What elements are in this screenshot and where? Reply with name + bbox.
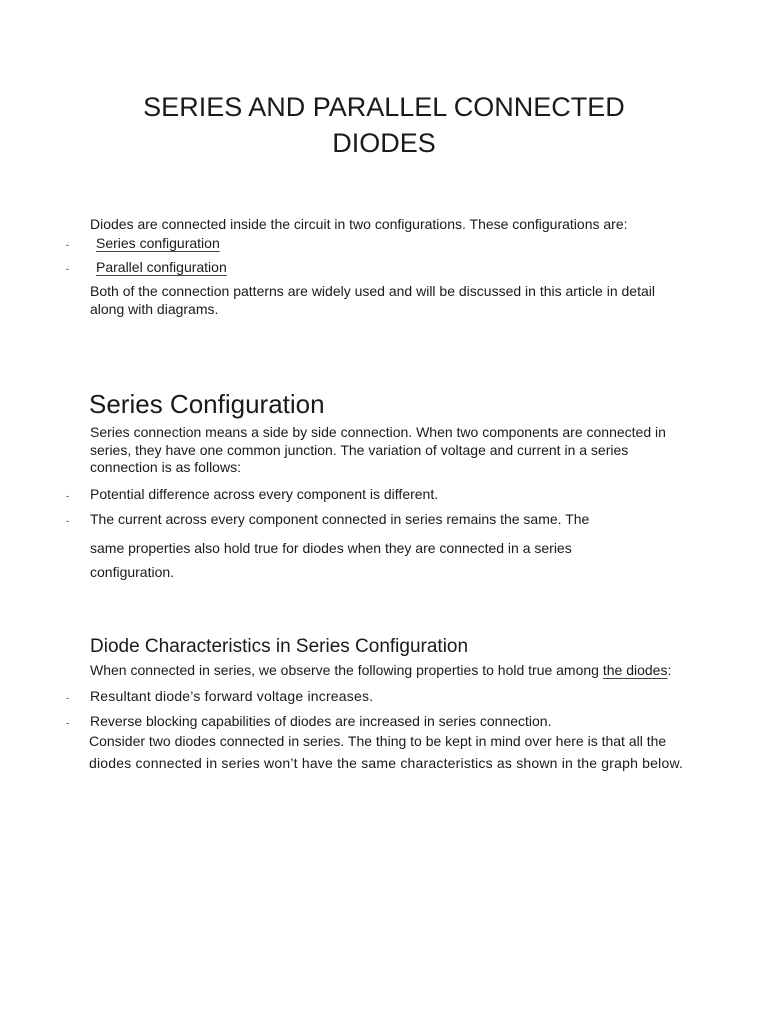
bullet-marker: - <box>66 240 69 250</box>
series-continuation-line-1: same properties also hold true for diodes when they are connected in a series <box>90 540 572 556</box>
bullet-marker: - <box>66 718 69 728</box>
characteristics-heading: Diode Characteristics in Series Configuration <box>90 636 469 657</box>
parallel-configuration-link[interactable]: Parallel configuration <box>96 259 227 275</box>
characteristics-closing-line-2: diodes connected in series won’t have the same characteristics as shown in the graph below. <box>89 755 684 771</box>
characteristics-intro <box>90 661 690 679</box>
series-configuration-link[interactable]: Series configuration <box>96 235 220 251</box>
series-continuation-line-2: configuration. <box>90 564 175 580</box>
series-para-line-1: Series connection means a side by side connection. When two components are connected in <box>90 424 666 440</box>
series-bullet-2: The current across every component connected in series remains the same. The <box>90 511 590 527</box>
series-bullet-1: Potential difference across every component is different. <box>90 486 439 502</box>
series-para-line-3: connection is as follows: <box>90 459 241 475</box>
characteristics-bullet-1: Resultant diode’s forward voltage increases. <box>90 688 374 704</box>
intro-followup-line-2: along with diagrams. <box>90 301 219 317</box>
document-title-line-2: DIODES <box>332 128 436 158</box>
bullet-marker: - <box>66 264 69 274</box>
intro-followup-line-1: Both of the connection patterns are widely used and will be discussed in this article in detail <box>90 283 655 299</box>
characteristics-intro-colon: : <box>667 662 672 678</box>
characteristics-intro-text: When connected in series, we observe the following properties to hold true among <box>90 662 603 678</box>
bullet-marker: - <box>66 693 69 703</box>
bullet-marker: - <box>66 516 69 526</box>
bullet-marker: - <box>66 491 69 501</box>
series-para-line-2: series, they have one common junction. The variation of voltage and current in a series <box>90 442 629 458</box>
intro-text: Diodes are connected inside the circuit in two configurations. These configurations are: <box>90 216 628 232</box>
the-diodes-link[interactable]: the diodes <box>602 662 668 678</box>
characteristics-closing-line-1: Consider two diodes connected in series. The thing to be kept in mind over here is that all the <box>89 733 667 749</box>
characteristics-bullet-2: Reverse blocking capabilities of diodes are increased in series connection. <box>90 713 552 729</box>
series-configuration-heading: Series Configuration <box>89 389 325 419</box>
document-title-line-1: SERIES AND PARALLEL CONNECTED <box>143 92 625 122</box>
